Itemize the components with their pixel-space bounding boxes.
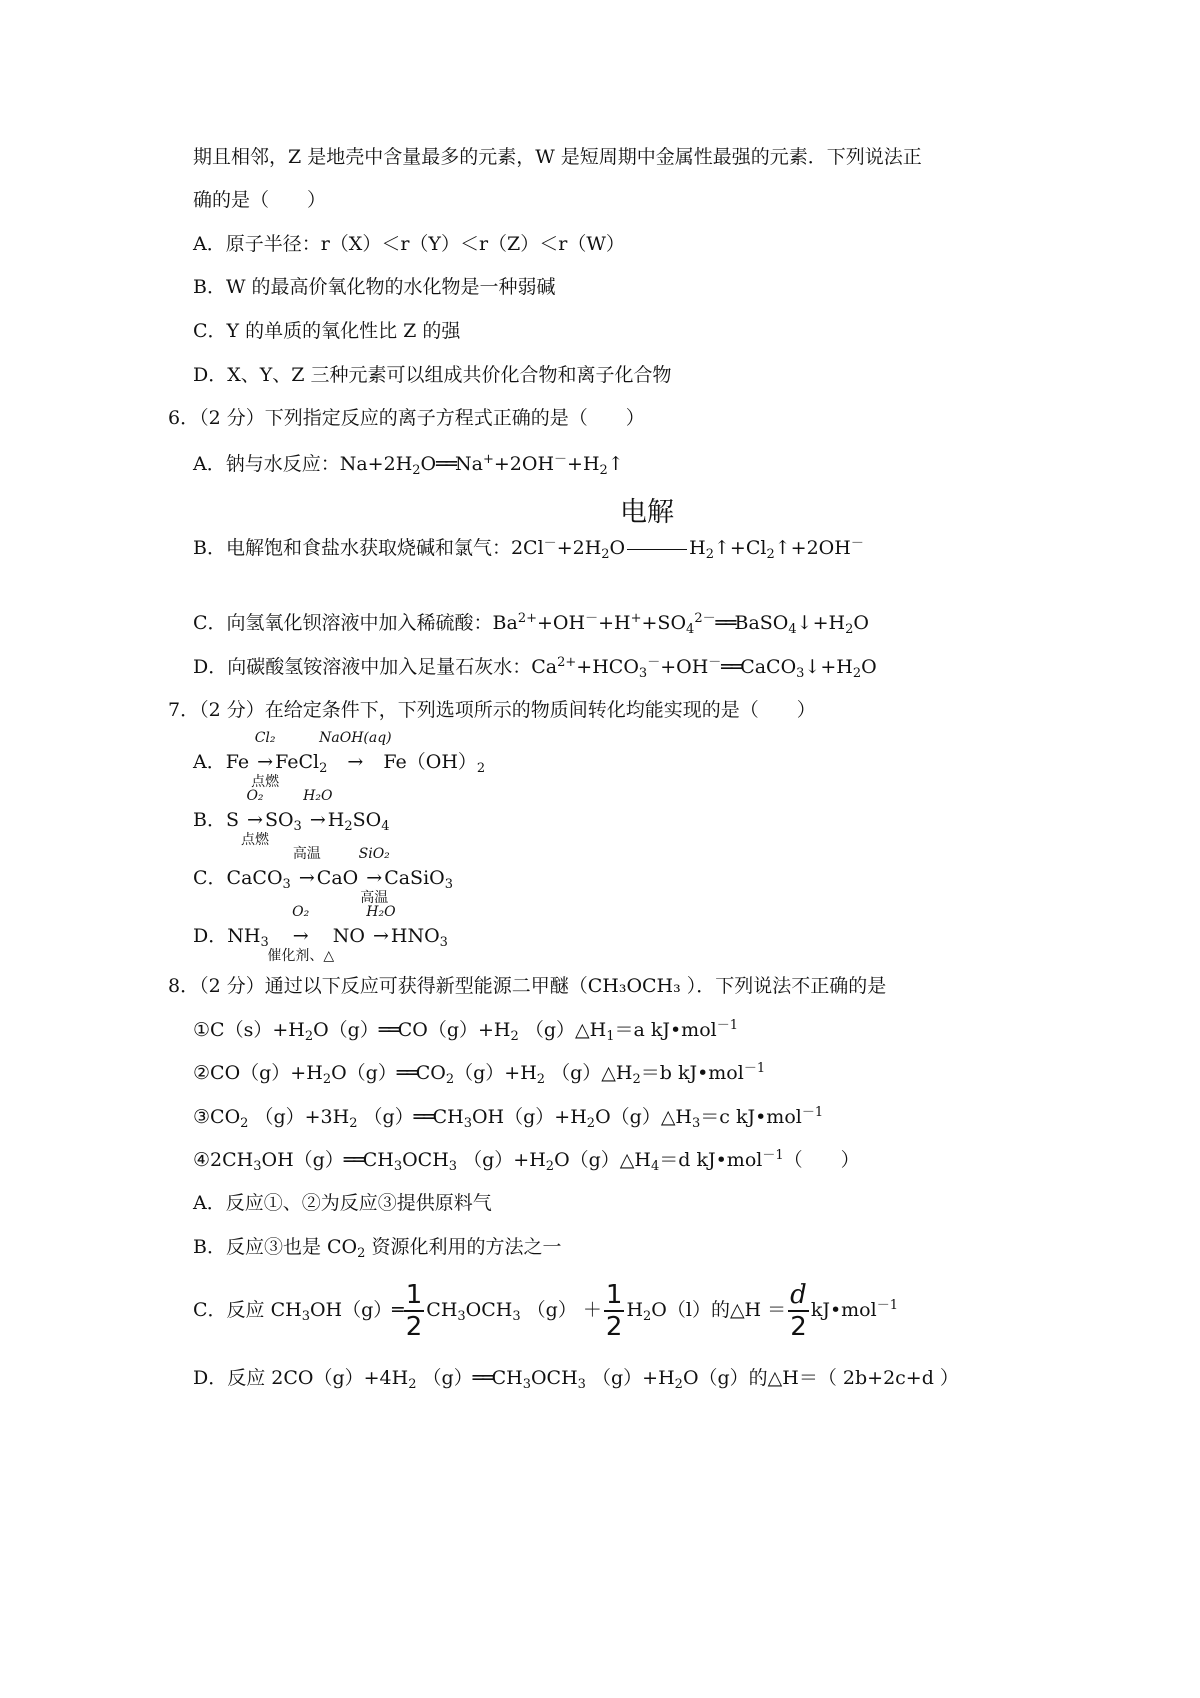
q7-d-cond-1b: 催化剂、△: [267, 948, 335, 964]
q7-option-c: C．CaCO$_3$ → 高温 CaO → SiO₂ 高温 CaSiO$_3$: [193, 865, 453, 891]
q7-a-cond-1b: 点燃: [251, 774, 280, 790]
q5-option-c: C．Y 的单质的氧化性比 Z 的强: [193, 320, 461, 342]
fraction-half-1: $\frac{1}{2}$: [405, 1280, 423, 1342]
q6-option-a-label: A．钠与水反应：: [193, 453, 340, 475]
question-stem-continued: 期且相邻，Z 是地壳中含量最多的元素，W 是短周期中金属性最强的元素．下列说法正: [193, 146, 922, 168]
q7-option-b: B．S → O₂ 点燃 $SO_3$ → H₂O $H_2SO_4$: [193, 807, 390, 833]
q7-a-cond-2: NaOH(aq): [319, 730, 392, 746]
q7-a-cond-1: Cl₂: [254, 730, 276, 746]
q6-option-b-equation: $2Cl^-+2H_2O$ $H_2↑+Cl_2↑+2OH^-$: [510, 536, 864, 562]
q7-b-cond-1b: 点燃: [240, 832, 269, 848]
fraction-half-2: $\frac{1}{2}$: [605, 1280, 623, 1342]
q7-a-arrow-2: → NaOH(aq): [347, 749, 363, 775]
q8-stem: 8．（2 分）通过以下反应可获得新型能源二甲醚（CH₃OCH₃ ）．下列说法不正确的是: [168, 975, 887, 997]
q6-option-d: [193, 654, 877, 680]
q8-reaction-2: $②CO(g)+H_2O(g)══CO_2(g)+H_2$ $(g)\triangle H_2=b$ kJ•mol$^{-1}$: [193, 1061, 766, 1087]
q5-option-d: D．X、Y、Z 三种元素可以组成共价化合物和离子化合物: [193, 364, 672, 386]
q6-option-d-label: D．向碳酸氢铵溶液中加入足量石灰水：: [193, 656, 532, 678]
q7-c-cond-2: SiO₂: [358, 846, 390, 862]
q8-option-c: C．反应 $CH_3OH(g)═$ $\frac{1}{2}$ $CH_3OCH_3$ （g） ＋ $\frac{1}{2}$ $H_2O(l)$的△H ＝ $\frac{d}{2}$ kJ•mol$^{-1}$: [193, 1280, 898, 1342]
q6-option-d-equation: $Ca^{2+}+HCO_3^-+OH^-══CaCO_3↓+H_2O$: [531, 655, 877, 681]
q7-d-cond-1: O₂: [292, 904, 310, 920]
q6-option-a: [193, 451, 624, 477]
q7-stem: 7．（2 分）在给定条件下，下列选项所示的物质间转化均能实现的是（ ）: [168, 699, 816, 721]
q7-b-arrow-2: → H₂O: [310, 807, 326, 833]
q6-option-b: [193, 535, 864, 561]
q6-option-b-label: B．电解饱和食盐水获取烧碱和氯气：: [193, 537, 511, 559]
q6-electrolysis-condition: 电解: [620, 497, 674, 528]
q5-option-a: A．原子半径：r（X）＜r（Y）＜r（Z）＜r（W）: [193, 233, 625, 255]
q6-option-a-equation: $Na+2H_2O══Na^++2OH^-+H_2↑$: [339, 452, 624, 478]
q6-stem: 6．（2 分）下列指定反应的离子方程式正确的是（ ）: [168, 407, 645, 429]
q7-c-cond-1: 高温: [292, 846, 321, 862]
q7-b-cond-1: O₂: [246, 788, 264, 804]
fraction-d-half: $\frac{d}{2}$: [790, 1280, 807, 1342]
q8-option-a: A．反应①、②为反应③提供原料气: [193, 1192, 492, 1214]
q7-d-arrow-1: → O₂ 催化剂、△: [293, 923, 309, 949]
q6-option-c: [193, 610, 869, 636]
q7-d-cond-2: H₂O: [366, 904, 396, 920]
q8-option-b: B．反应③也是 $CO_2$ 资源化利用的方法之一: [193, 1236, 562, 1261]
q8-reaction-4: $④2CH_3OH(g)══CH_3OCH_3$ $(g)+H_2O(g)\triangle H_4=d$ kJ•mol$^{-1}$（ ）: [193, 1148, 860, 1174]
q7-c-arrow-2: → SiO₂ 高温: [366, 865, 382, 891]
q8-reaction-3: $③CO_2$ $(g)+3H_2$ $(g)══CH_3OH(g)+H_2O(g)\triangle H_3=c$ kJ•mol$^{-1}$: [193, 1105, 824, 1131]
q8-option-d: D．反应 $2CO(g)+4H_2$ $(g)══CH_3OCH_3$ $(g)+H_2O(g)$的△H＝（ 2b+2c+d ）: [193, 1367, 959, 1392]
q7-c-arrow-1: → 高温: [299, 865, 315, 891]
q8-option-b-pre: B．反应③也是: [193, 1236, 328, 1258]
q6-option-c-label: C．向氢氧化钡溶液中加入稀硫酸：: [193, 612, 493, 634]
q7-b-arrow-1: → O₂ 点燃: [247, 807, 263, 833]
q7-a-arrow-1: → Cl₂ 点燃: [257, 749, 273, 775]
q7-b-cond-2: H₂O: [303, 788, 333, 804]
q6-option-c-equation: $Ba^{2+}+OH^-+H^++SO_4^{2-}══BaSO_4↓+H_2O$: [492, 611, 869, 637]
q7-option-a: A．Fe → Cl₂ 点燃 FeCl$_2$ → NaOH(aq) $Fe(OH)_2$: [193, 749, 485, 775]
q7-d-arrow-2: → H₂O: [373, 923, 389, 949]
q8-option-b-post: 资源化利用的方法之一: [365, 1236, 562, 1258]
q8-reaction-1: $①C(s)+H_2O(g)══CO(g)+H_2$ $(g)\triangle H_1=a$ kJ•mol$^{-1}$: [193, 1018, 738, 1044]
q5-option-b: B．W 的最高价氧化物的水化物是一种弱碱: [193, 276, 556, 298]
question-stem-end: 确的是（ ）: [193, 189, 327, 211]
q7-c-cond-2b: 高温: [360, 890, 389, 906]
q7-option-d: D．$NH_3$ → O₂ 催化剂、△ NO → H₂O $HNO_3$: [193, 923, 448, 949]
